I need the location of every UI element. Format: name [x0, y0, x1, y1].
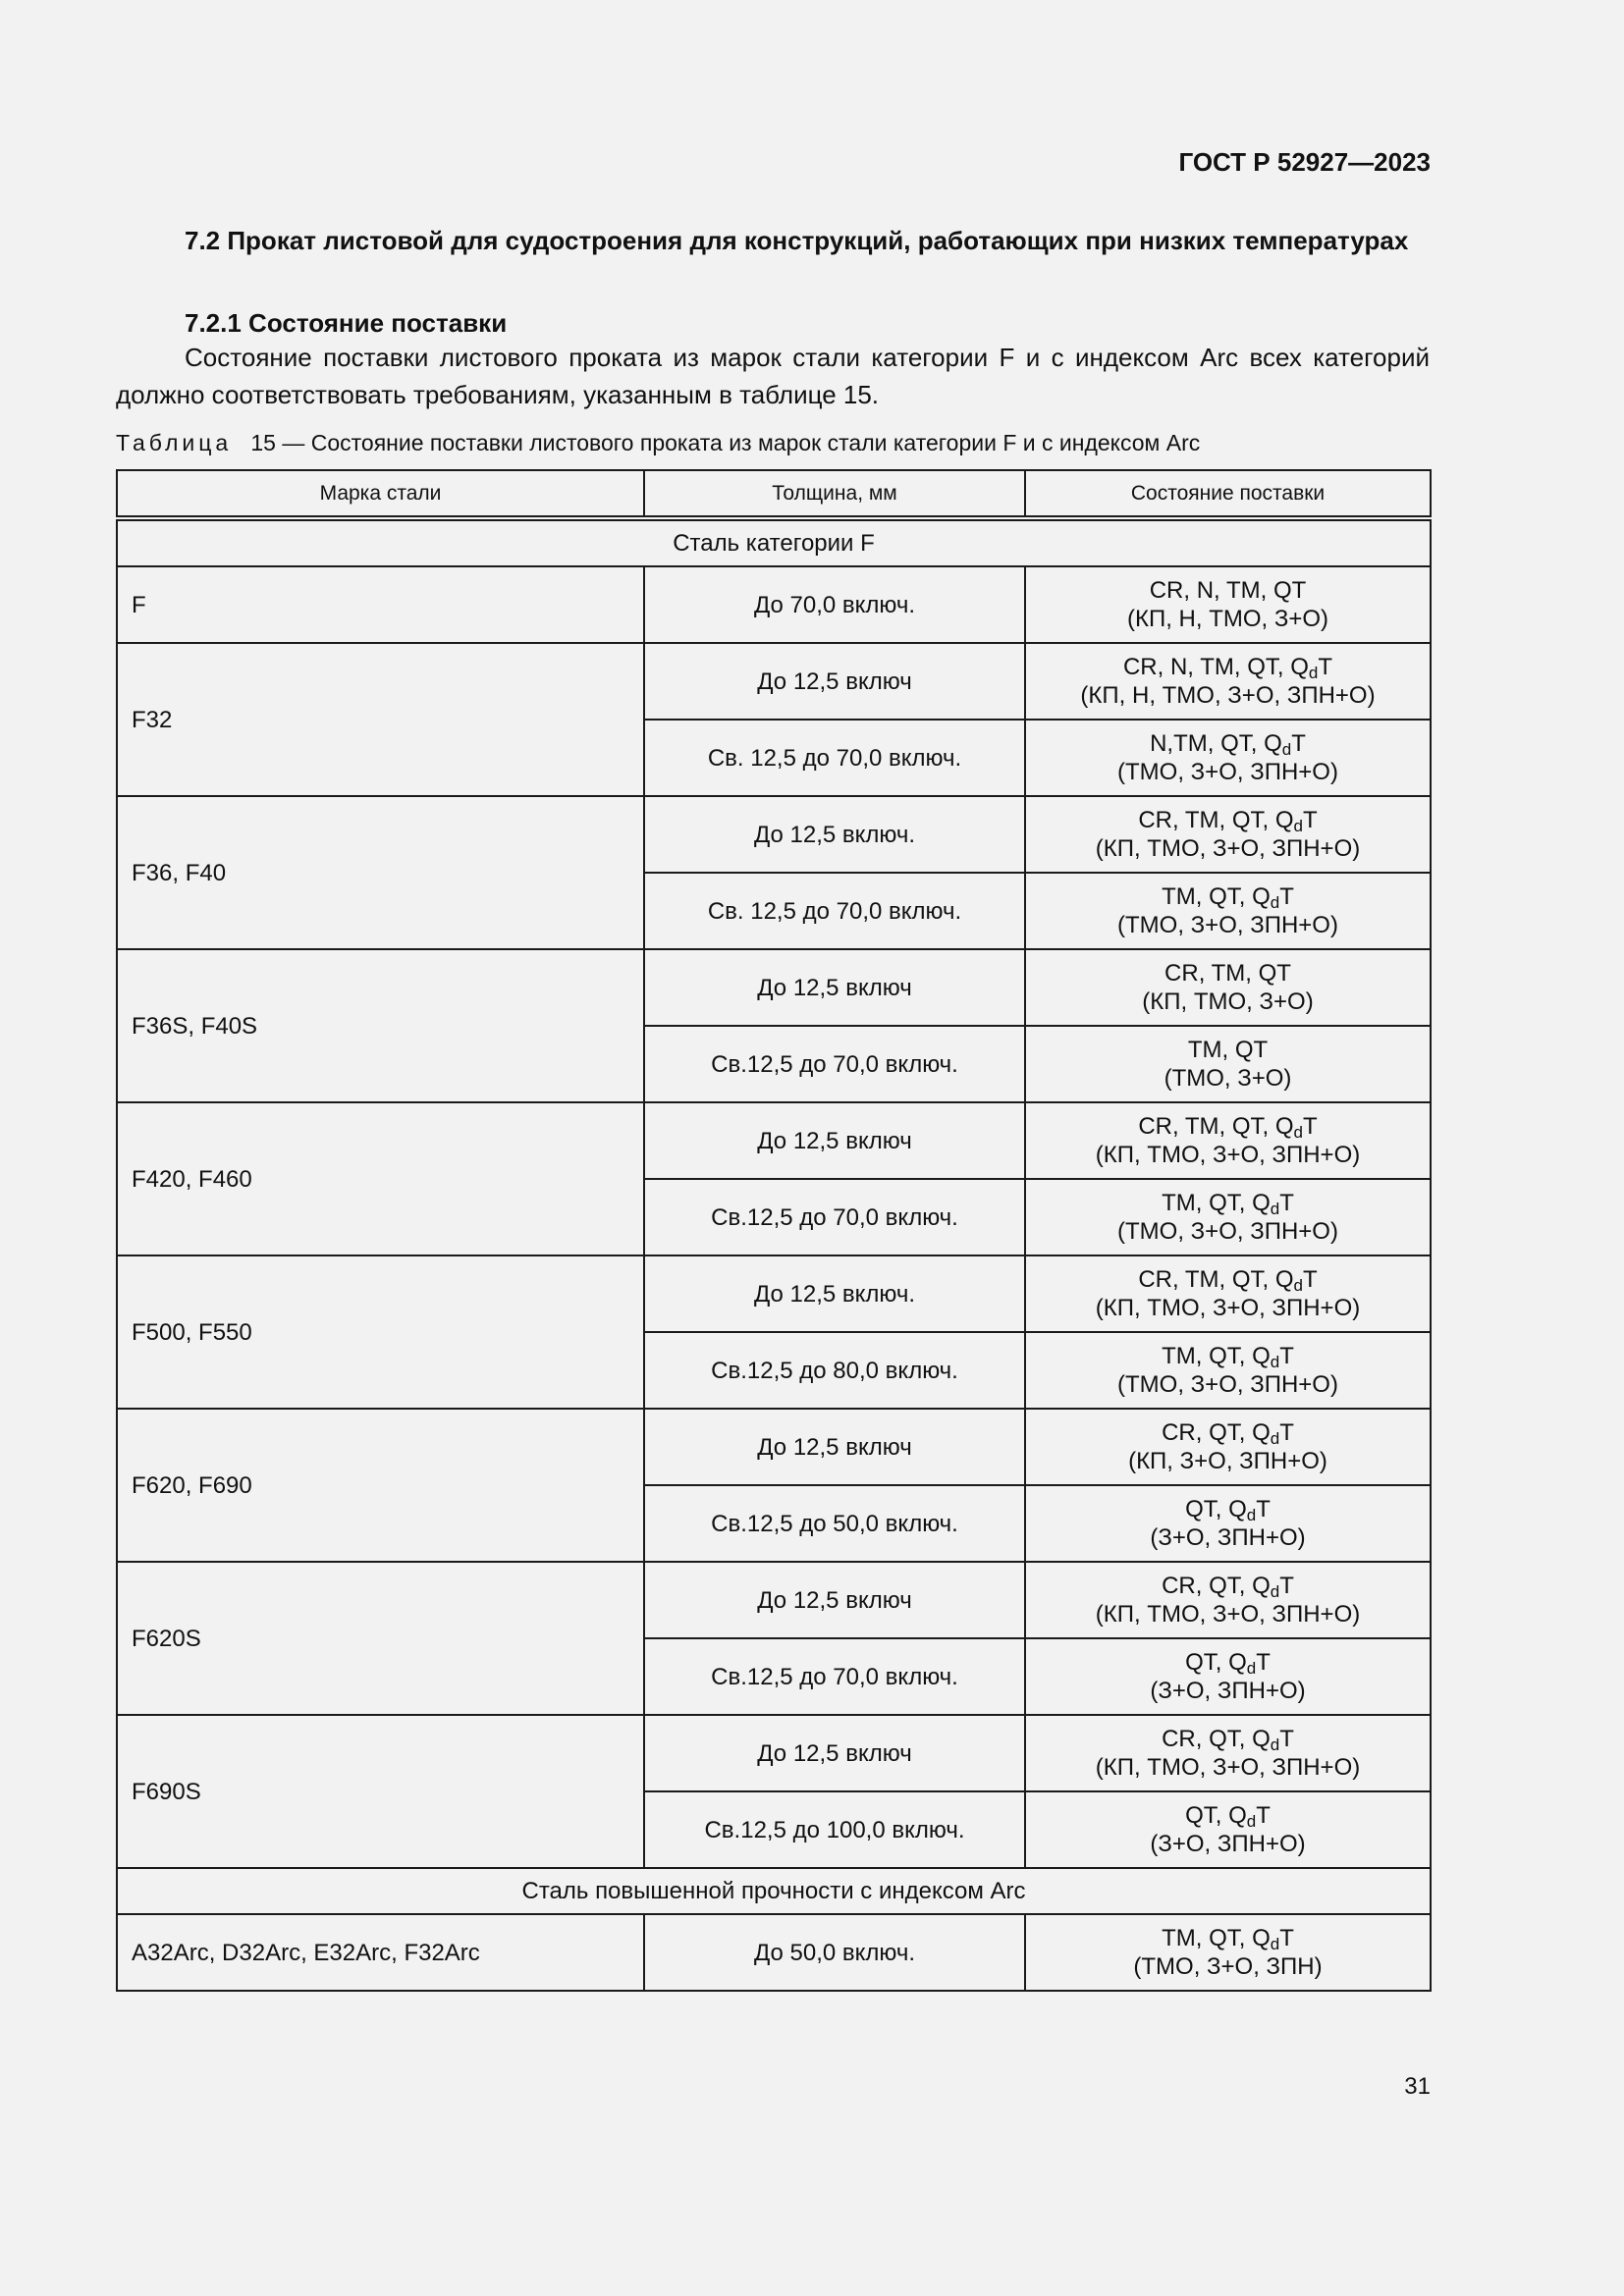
condition-line-2: (КП, З+О, ЗПН+О) — [1128, 1448, 1327, 1474]
condition-line-2: (ТМО, З+О, ЗПН) — [1133, 1953, 1323, 1980]
condition-line-2: (КП, ТМО, З+О, ЗПН+О) — [1095, 1601, 1361, 1628]
grade-cell: F32 — [117, 643, 644, 796]
condition-cell — [1025, 1026, 1431, 1102]
thickness-cell: До 12,5 включ. — [644, 1255, 1025, 1332]
condition-line-1: CR, N, TM, QT — [1149, 577, 1307, 604]
condition-line-1: CR, TM, QT — [1164, 960, 1291, 987]
group-title: Сталь категории F — [117, 518, 1431, 566]
thickness-cell: До 12,5 включ. — [644, 796, 1025, 873]
condition-line-1-tail: T — [1303, 1266, 1318, 1293]
delivery-condition-table — [116, 469, 1432, 1992]
table-row — [117, 566, 1431, 643]
subscript: d — [1270, 1935, 1280, 1953]
condition-line-2: (ТМО, З+О, ЗПН+О) — [1117, 1371, 1338, 1398]
subscript: d — [1270, 1200, 1280, 1218]
subscript: d — [1293, 1123, 1304, 1142]
condition-line-1-tail: T — [1256, 1802, 1271, 1829]
thickness-cell: Св.12,5 до 70,0 включ. — [644, 1026, 1025, 1102]
condition-cell — [1025, 873, 1431, 949]
grade-cell: F620, F690 — [117, 1409, 644, 1562]
condition-line-1-tail: T — [1256, 1649, 1271, 1676]
grade-cell: F420, F460 — [117, 1102, 644, 1255]
condition-cell — [1025, 1332, 1431, 1409]
condition-line-2: (З+О, ЗПН+О) — [1150, 1831, 1306, 1857]
condition-cell — [1025, 1715, 1431, 1791]
condition-line-1: TM, QT — [1187, 1037, 1269, 1063]
condition-line-2: (ТМО, З+О) — [1164, 1065, 1292, 1092]
condition-line-1: QT, Q — [1185, 1649, 1247, 1676]
condition-line-1-tail: T — [1279, 1190, 1294, 1216]
subscript: d — [1270, 1429, 1280, 1448]
thickness-cell: Св.12,5 до 80,0 включ. — [644, 1332, 1025, 1409]
condition-line-2: (КП, ТМО, З+О, ЗПН+О) — [1095, 1295, 1361, 1321]
document-code: ГОСТ Р 52927—2023 — [1178, 147, 1431, 177]
page-number: 31 — [1404, 2073, 1431, 2100]
thickness-cell: До 50,0 включ. — [644, 1914, 1025, 1991]
condition-cell — [1025, 643, 1431, 720]
condition-line-2: (КП, Н, ТМО, З+О, ЗПН+О) — [1080, 682, 1376, 709]
condition-line-1-tail: T — [1291, 730, 1306, 757]
thickness-cell: Св.12,5 до 100,0 включ. — [644, 1791, 1025, 1868]
column-header-thickness: Толщина, мм — [644, 470, 1025, 518]
condition-line-1-tail: T — [1279, 883, 1294, 910]
condition-line-1: CR, TM, QT, Q — [1138, 807, 1294, 833]
thickness-cell: До 12,5 включ — [644, 1562, 1025, 1638]
condition-cell — [1025, 949, 1431, 1026]
subscript: d — [1270, 893, 1280, 912]
condition-line-1: CR, TM, QT, Q — [1138, 1113, 1294, 1140]
thickness-cell: До 12,5 включ — [644, 1409, 1025, 1485]
condition-cell — [1025, 1914, 1431, 1991]
subscript: d — [1270, 1353, 1280, 1371]
group-row — [117, 518, 1431, 566]
table-row — [117, 1255, 1431, 1332]
group-title: Сталь повышенной прочности с индексом Arc — [117, 1868, 1431, 1914]
table-row — [117, 796, 1431, 873]
subscript: d — [1246, 1506, 1257, 1524]
table-row — [117, 1562, 1431, 1638]
condition-line-2: (КП, ТМО, З+О) — [1142, 988, 1314, 1015]
table-row — [117, 1914, 1431, 1991]
condition-line-1: TM, QT, Q — [1162, 883, 1271, 910]
condition-line-2: (З+О, ЗПН+О) — [1150, 1678, 1306, 1704]
table-caption-text: 15 — Состояние поставки листового проката из марок стали категории F и с индексом Arc — [250, 430, 1201, 455]
table-row — [117, 1409, 1431, 1485]
condition-cell — [1025, 1409, 1431, 1485]
condition-line-2: (КП, ТМО, З+О, ЗПН+О) — [1095, 1142, 1361, 1168]
condition-line-1-tail: T — [1303, 1113, 1318, 1140]
condition-line-1: TM, QT, Q — [1162, 1343, 1271, 1369]
subscript: d — [1246, 1812, 1257, 1831]
column-header-condition: Состояние поставки — [1025, 470, 1431, 518]
condition-cell — [1025, 1562, 1431, 1638]
thickness-cell: До 12,5 включ — [644, 949, 1025, 1026]
table-caption — [116, 428, 1430, 457]
condition-line-1-tail: T — [1303, 807, 1318, 833]
thickness-cell: Св.12,5 до 70,0 включ. — [644, 1638, 1025, 1715]
group-row — [117, 1868, 1431, 1914]
subscript: d — [1270, 1582, 1280, 1601]
grade-cell: F — [117, 566, 644, 643]
condition-line-2: (ТМО, З+О, ЗПН+О) — [1117, 1218, 1338, 1245]
subscript: d — [1308, 664, 1319, 682]
section-heading: 7.2 Прокат листовой для судостроения для конструкций, работающих при низких температурах — [185, 226, 1409, 255]
subscript: d — [1270, 1735, 1280, 1754]
condition-line-1: TM, QT, Q — [1162, 1190, 1271, 1216]
subscript: d — [1281, 740, 1292, 759]
condition-cell — [1025, 1485, 1431, 1562]
table-row — [117, 1102, 1431, 1179]
condition-cell — [1025, 796, 1431, 873]
condition-cell — [1025, 1638, 1431, 1715]
condition-line-1: QT, Q — [1185, 1496, 1247, 1522]
grade-cell: F500, F550 — [117, 1255, 644, 1409]
condition-cell — [1025, 1255, 1431, 1332]
thickness-cell: Св. 12,5 до 70,0 включ. — [644, 720, 1025, 796]
condition-cell — [1025, 720, 1431, 796]
thickness-cell: До 12,5 включ — [644, 1102, 1025, 1179]
condition-line-1-tail: T — [1318, 654, 1333, 680]
grade-cell: F620S — [117, 1562, 644, 1715]
thickness-cell: Св. 12,5 до 70,0 включ. — [644, 873, 1025, 949]
thickness-cell: До 70,0 включ. — [644, 566, 1025, 643]
condition-cell — [1025, 1179, 1431, 1255]
table-row — [117, 643, 1431, 720]
body-paragraph: Состояние поставки листового проката из марок стали категории F и с индексом Arc всех категорий должно соответствовать требованиям, указанным в таблице 15. — [116, 343, 1430, 409]
condition-line-2: (КП, Н, ТМО, З+О) — [1126, 606, 1329, 632]
condition-line-2: (ТМО, З+О, ЗПН+О) — [1117, 759, 1338, 785]
column-header-grade: Марка стали — [117, 470, 644, 518]
condition-line-1: TM, QT, Q — [1162, 1925, 1271, 1951]
condition-line-1-tail: T — [1279, 1925, 1294, 1951]
condition-cell — [1025, 1791, 1431, 1868]
grade-cell: F36, F40 — [117, 796, 644, 949]
condition-line-1: CR, TM, QT, Q — [1138, 1266, 1294, 1293]
subscript: d — [1293, 817, 1304, 835]
condition-line-2: (ТМО, З+О, ЗПН+О) — [1117, 912, 1338, 938]
condition-line-2: (КП, ТМО, З+О, ЗПН+О) — [1095, 1754, 1361, 1781]
condition-line-2: (З+О, ЗПН+О) — [1150, 1524, 1306, 1551]
thickness-cell: До 12,5 включ — [644, 1715, 1025, 1791]
condition-line-1: CR, QT, Q — [1162, 1419, 1271, 1446]
condition-line-1-tail: T — [1279, 1573, 1294, 1599]
subsection-heading: 7.2.1 Состояние поставки — [185, 308, 508, 338]
table-caption-label: Таблица — [116, 430, 233, 455]
condition-line-1: CR, QT, Q — [1162, 1573, 1271, 1599]
subscript: d — [1246, 1659, 1257, 1678]
condition-line-2: (КП, ТМО, З+О, ЗПН+О) — [1095, 835, 1361, 862]
table-row — [117, 949, 1431, 1026]
condition-line-1-tail: T — [1279, 1726, 1294, 1752]
grade-cell: F690S — [117, 1715, 644, 1868]
table-row — [117, 1715, 1431, 1791]
grade-cell: A32Arc, D32Arc, E32Arc, F32Arc — [117, 1914, 644, 1991]
condition-line-1: QT, Q — [1185, 1802, 1247, 1829]
condition-line-1-tail: T — [1279, 1419, 1294, 1446]
condition-line-1-tail: T — [1256, 1496, 1271, 1522]
subscript: d — [1293, 1276, 1304, 1295]
grade-cell: F36S, F40S — [117, 949, 644, 1102]
thickness-cell: Св.12,5 до 50,0 включ. — [644, 1485, 1025, 1562]
condition-line-1: CR, N, TM, QT, Q — [1122, 654, 1309, 680]
thickness-cell: Св.12,5 до 70,0 включ. — [644, 1179, 1025, 1255]
condition-line-1: CR, QT, Q — [1162, 1726, 1271, 1752]
condition-line-1: N,TM, QT, Q — [1150, 730, 1282, 757]
table-header-row — [117, 470, 1431, 518]
thickness-cell: До 12,5 включ — [644, 643, 1025, 720]
condition-line-1-tail: T — [1279, 1343, 1294, 1369]
condition-cell — [1025, 1102, 1431, 1179]
condition-cell — [1025, 566, 1431, 643]
